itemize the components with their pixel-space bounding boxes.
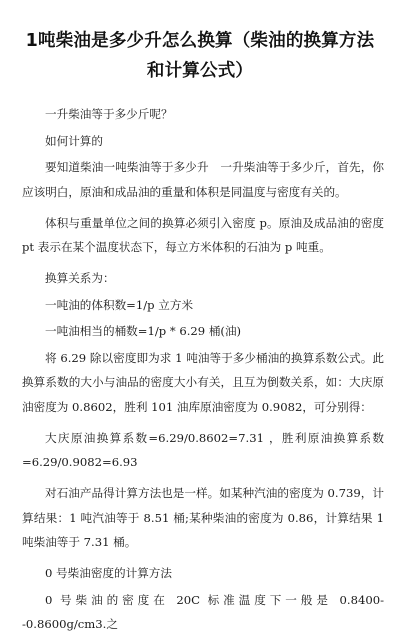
paragraph-coefficient-results: 大庆原油换算系数=6.29/0.8602=7.31 ，胜利原油换算系数=6.29/0.9082=6.93 xyxy=(22,430,384,469)
paragraph-coefficient: 将 6.29 除以密度即为求 1 吨油等于多少桶油的换算系数公式。此换算系数的大小与油品的密度大小有关，且互为倒数关系，如：大庆原油密度为 0.8602，胜利 101 油库原油密度为 0.9082，可分别得： xyxy=(22,350,384,414)
paragraph-density: 体积与重量单位之间的换算必须引入密度 p。原油及成品油的密度 pt 表示在某个温度状态下，每立方米体积的石油为 p 吨重。 xyxy=(22,215,384,254)
paragraph-diesel-heading: 0 号柴油密度的计算方法 xyxy=(45,566,172,580)
paragraph-intro: 要知道柴油一吨柴油等于多少升 一升柴油等于多少斤，首先，你应该明白，原油和成品油的重量和体积是同温度与密度有关的。 xyxy=(22,160,384,199)
paragraph-barrel-formula: 一吨油相当的桶数=1/p * 6.29 桶(油) xyxy=(45,324,242,338)
article-body xyxy=(22,102,384,637)
paragraph-products: 对石油产品得计算方法也是一样。如某种汽油的密度为 0.739，计算结果：1 吨汽油等于 8.51 桶;某种柴油的密度为 0.86，计算结果 1 吨柴油等于 7.31 桶。 xyxy=(22,486,384,549)
paragraph-how: 如何计算的 xyxy=(45,133,103,148)
paragraph-diesel-density: 0 号柴油的密度在 20C 标准温度下一般是 0.8400--0.8600g/cm3.之 xyxy=(22,592,384,631)
paragraph-relation: 换算关系为： xyxy=(45,271,115,285)
paragraph-question: 一升柴油等于多少斤呢？ xyxy=(45,107,173,121)
article-title: 1吨柴油是多少升怎么换算（柴油的换算方法和计算公式） xyxy=(25,31,375,81)
paragraph-volume-formula: 一吨油的体积数=1/p 立方米 xyxy=(45,297,194,312)
